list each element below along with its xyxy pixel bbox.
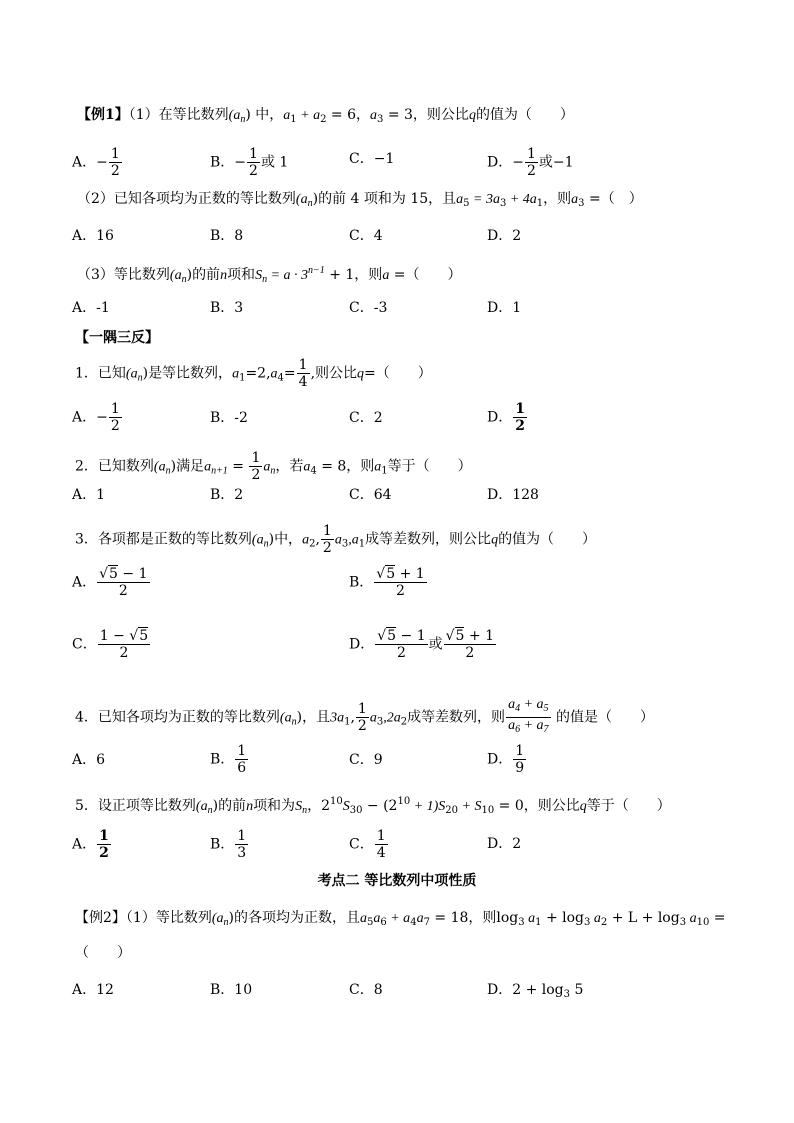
fraction: $\frac{1}{2}$ [251,450,261,483]
practice-q2-option-d: D．128 [487,487,539,503]
practice-q4-option-a: A．6 [72,752,106,768]
example1-part2-option-d: D．2 [487,228,522,244]
example1-part1-option-a: A．− $\frac{1}{2}$ [72,146,120,179]
example1-part2-option-c: C．4 [349,228,383,244]
practice-q1-option-c: C．2 [349,410,383,426]
practice-q3-option-b: B． $\frac{√5 + 1}{2}$ [349,566,425,599]
fraction: $\frac{√5 - 1}{2}$ [377,628,426,661]
example2-option-c: C．8 [349,982,383,998]
fraction: $\frac{√5 - 1}{2}$ [99,566,148,599]
fraction: $\frac{1}{4}$ [298,357,308,390]
fraction: $\frac{1}{2}$ [322,523,332,556]
practice-q5: 5．设正项等比数列$(a_n)$的前n项和为$S_n$，$2^{10}S_{30} - (2^{10} + 1)S_{20} + S_{10} = 0$，则公比q等于（ ） [75,796,671,816]
example1-heading: 【例1】 [77,107,129,123]
example1-part1-question: 【例1】（1）在等比数列$(a_n)$ 中，$a_1 + a_2 = 6$，$a_3 = 3$，则公比q的值为（ ） [77,107,574,125]
practice-q4-option-c: C．9 [349,752,383,768]
fraction: $\frac{1}{2}$ [99,828,109,861]
fraction: $\frac{1}{4}$ [376,828,386,861]
practice-q1-option-d: D． $\frac{1}{2}$ [487,401,525,434]
fraction: $\frac{1}{6}$ [237,743,247,776]
fraction: $\frac{1}{2}$ [110,146,120,179]
example1-part1-option-b: B．− $\frac{1}{2}$ 或 1 [210,146,289,179]
example1-part3-option-a: A．-1 [72,300,110,316]
fraction: $\frac{√5 + 1}{2}$ [445,628,495,661]
fraction: $\frac{1}{2}$ [249,146,258,179]
practice-q4: 4．已知各项均为正数的等比数列$(a_n)$，且$3a_1$, $\frac{1}{2}$ $a_3,2a_2$成等差数列，则 $\frac{a_4 + a_5}{a_6 + a_7}$ 的值是（ ） [75,697,654,738]
example1-part3-option-c: C．-3 [349,300,388,316]
example2-option-a: A．12 [72,982,114,998]
fraction: $\frac{1 - √5}{2}$ [99,628,149,661]
practice-q2-option-c: C．64 [349,487,392,503]
practice-q2: 2．已知数列$(a_n)$满足$a_{n+1}$ = $\frac{1}{2}$ $a_n$，若$a_4 = 8$，则$a_1$等于（ ） [75,450,472,483]
example2-paren: （ ） [75,945,131,961]
example1-part3-question: （3）等比数列$(a_n)$的前n项和$S_n = a \cdot 3^{n-1} + 1$，则a =（ ） [77,265,462,285]
practice-q2-option-a: A．1 [72,487,106,503]
example1-part1-option-c: C．−1 [349,151,395,167]
practice-q1: 1．已知$(a_n)$是等比数列，$a_1=2,a_4=$ $\frac{1}{4}$ ,则公比q=（ ） [75,357,432,390]
example1-part3-option-b: B．3 [210,300,244,316]
example1-part2-option-a: A．16 [72,228,114,244]
practice-q1-option-a: A．− $\frac{1}{2}$ [72,401,120,434]
example1-part2-question: （2）已知各项均为正数的等比数列$(a_n)$的前 4 项和为 15，且$a_5 = 3a_3 + 4a_1$，则$a_3$ =（ ） [77,191,643,209]
fraction: $\frac{1}{3}$ [237,828,247,861]
practice-q5-option-c: C． $\frac{1}{4}$ [349,828,386,861]
fraction: $\frac{1}{9}$ [515,743,525,776]
practice-q3: 3．各项都是正数的等比数列$(a_n)$中，$a_2$, $\frac{1}{2}$ $a_3,a_1$成等差数列，则公比q的值为（ ） [75,523,597,556]
practice-q4-option-d: D． $\frac{1}{9}$ [487,743,525,776]
practice-heading: 【一隅三反】 [75,330,159,346]
example2-option-d: D．$2 + \log_3 5$ [487,982,584,1000]
example1-part1-option-d: D．− $\frac{1}{2}$ 或−1 [487,146,574,179]
example1-part3-option-d: D．1 [487,300,522,316]
fraction: $\frac{a_4 + a_5}{a_6 + a_7}$ [508,697,549,735]
fraction: $\frac{1}{2}$ [526,146,536,179]
fraction: $\frac{√5 + 1}{2}$ [376,566,425,599]
example2-heading: 【例2】 [75,910,126,926]
practice-q4-option-b: B． $\frac{1}{6}$ [210,743,247,776]
practice-q3-option-d: D． $\frac{√5 - 1}{2}$ 或 $\frac{√5 + 1}{2}$ [349,628,495,661]
fraction: $\frac{1}{2}$ [110,401,120,434]
fraction: $\frac{1}{2}$ [515,401,525,434]
practice-q2-option-b: B．2 [210,487,244,503]
practice-q3-option-c: C． $\frac{1 - √5}{2}$ [72,628,149,661]
example2-question: 【例2】（1）等比数列$(a_n)$的各项均为正数，且$a_5a_6 + a_4a_7 = 18$，则$\log_3 a_1 + \log_3 a_2 + L + \log_3 a_{10}$ = [75,910,726,928]
practice-q3-option-a: A． $\frac{√5 - 1}{2}$ [72,566,148,599]
example1-part2-option-b: B．8 [210,228,244,244]
section-title: 考点二 等比数列中项性质 [317,873,477,889]
practice-q5-option-a: A． $\frac{1}{2}$ [72,828,109,861]
fraction: $\frac{1}{2}$ [357,701,367,734]
practice-q5-option-b: B． $\frac{1}{3}$ [210,828,247,861]
example2-option-b: B．10 [210,982,253,998]
practice-q5-option-d: D．2 [487,836,522,852]
practice-q1-option-b: B．-2 [210,410,248,426]
